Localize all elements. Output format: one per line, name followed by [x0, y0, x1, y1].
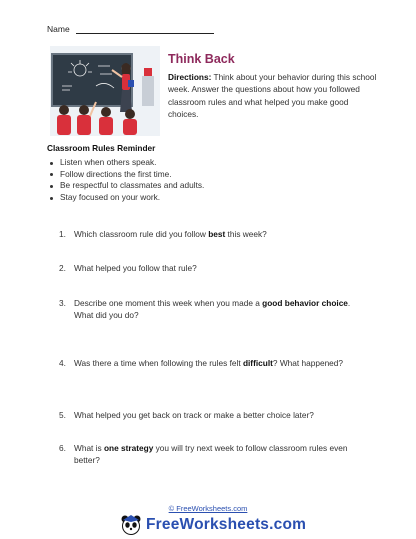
brand-logo[interactable]: [120, 514, 306, 536]
question-emphasis: best: [208, 229, 226, 239]
brand-text: FreeWorksheets.com: [146, 516, 307, 533]
panda-icon: [120, 514, 142, 536]
chalkboard: [52, 54, 132, 106]
footer-link[interactable]: © FreeWorksheets.com: [168, 504, 248, 513]
question-text: Which classroom rule did you follow: [74, 229, 209, 239]
rules-reminder-heading: Classroom Rules Reminder: [47, 143, 156, 153]
question-text: you will try next week to follow classroom rules even: [153, 443, 348, 453]
name-blank-line[interactable]: [76, 24, 214, 34]
question-number: 4.: [59, 358, 66, 368]
question-number: 6.: [59, 443, 66, 453]
rule-item: Follow directions the first time.: [47, 169, 204, 181]
question-text: this week?: [225, 229, 267, 239]
question-6: [59, 442, 379, 466]
question-text: What helped you get back on track or make a better choice later?: [74, 410, 314, 420]
question-emphasis: good behavior choice: [262, 298, 348, 308]
question-number: 5.: [59, 410, 66, 420]
question-5: [59, 409, 379, 421]
question-text: Was there a time when following the rules felt: [74, 358, 243, 368]
question-3: [59, 297, 379, 321]
directions-label: Directions:: [168, 72, 212, 82]
rules-list: [47, 157, 204, 204]
name-label: Name: [47, 24, 70, 34]
side-shelf: [142, 76, 154, 106]
question-1: [59, 228, 379, 240]
rule-item: Listen when others speak.: [47, 157, 204, 169]
question-continuation: better?: [74, 455, 100, 465]
question-emphasis: difficult: [242, 358, 273, 368]
question-2: [59, 262, 379, 274]
rule-item: Be respectful to classmates and adults.: [47, 180, 204, 192]
question-text: What helped you follow that rule?: [74, 263, 197, 273]
directions-body: Think about your behavior during this school week. Answer the questions about how you followed classroom rules and what helped you make good choices.: [168, 72, 377, 119]
worksheet-title: Think Back: [168, 52, 235, 66]
question-text: .: [347, 298, 351, 308]
question-text: ? What happened?: [272, 358, 344, 368]
question-text: What is: [74, 443, 104, 453]
shelf-box: [144, 68, 152, 76]
question-number: 1.: [59, 229, 66, 239]
directions-text: [168, 71, 378, 120]
question-number: 3.: [59, 298, 66, 308]
classroom-illustration: [50, 46, 160, 136]
question-4: [59, 357, 379, 369]
rule-item: Stay focused on your work.: [47, 192, 204, 204]
question-text: Describe one moment this week when you made a: [74, 298, 263, 308]
question-number: 2.: [59, 263, 66, 273]
question-continuation: What did you do?: [74, 310, 139, 320]
question-emphasis: one strategy: [103, 443, 154, 453]
name-field: [47, 24, 214, 34]
